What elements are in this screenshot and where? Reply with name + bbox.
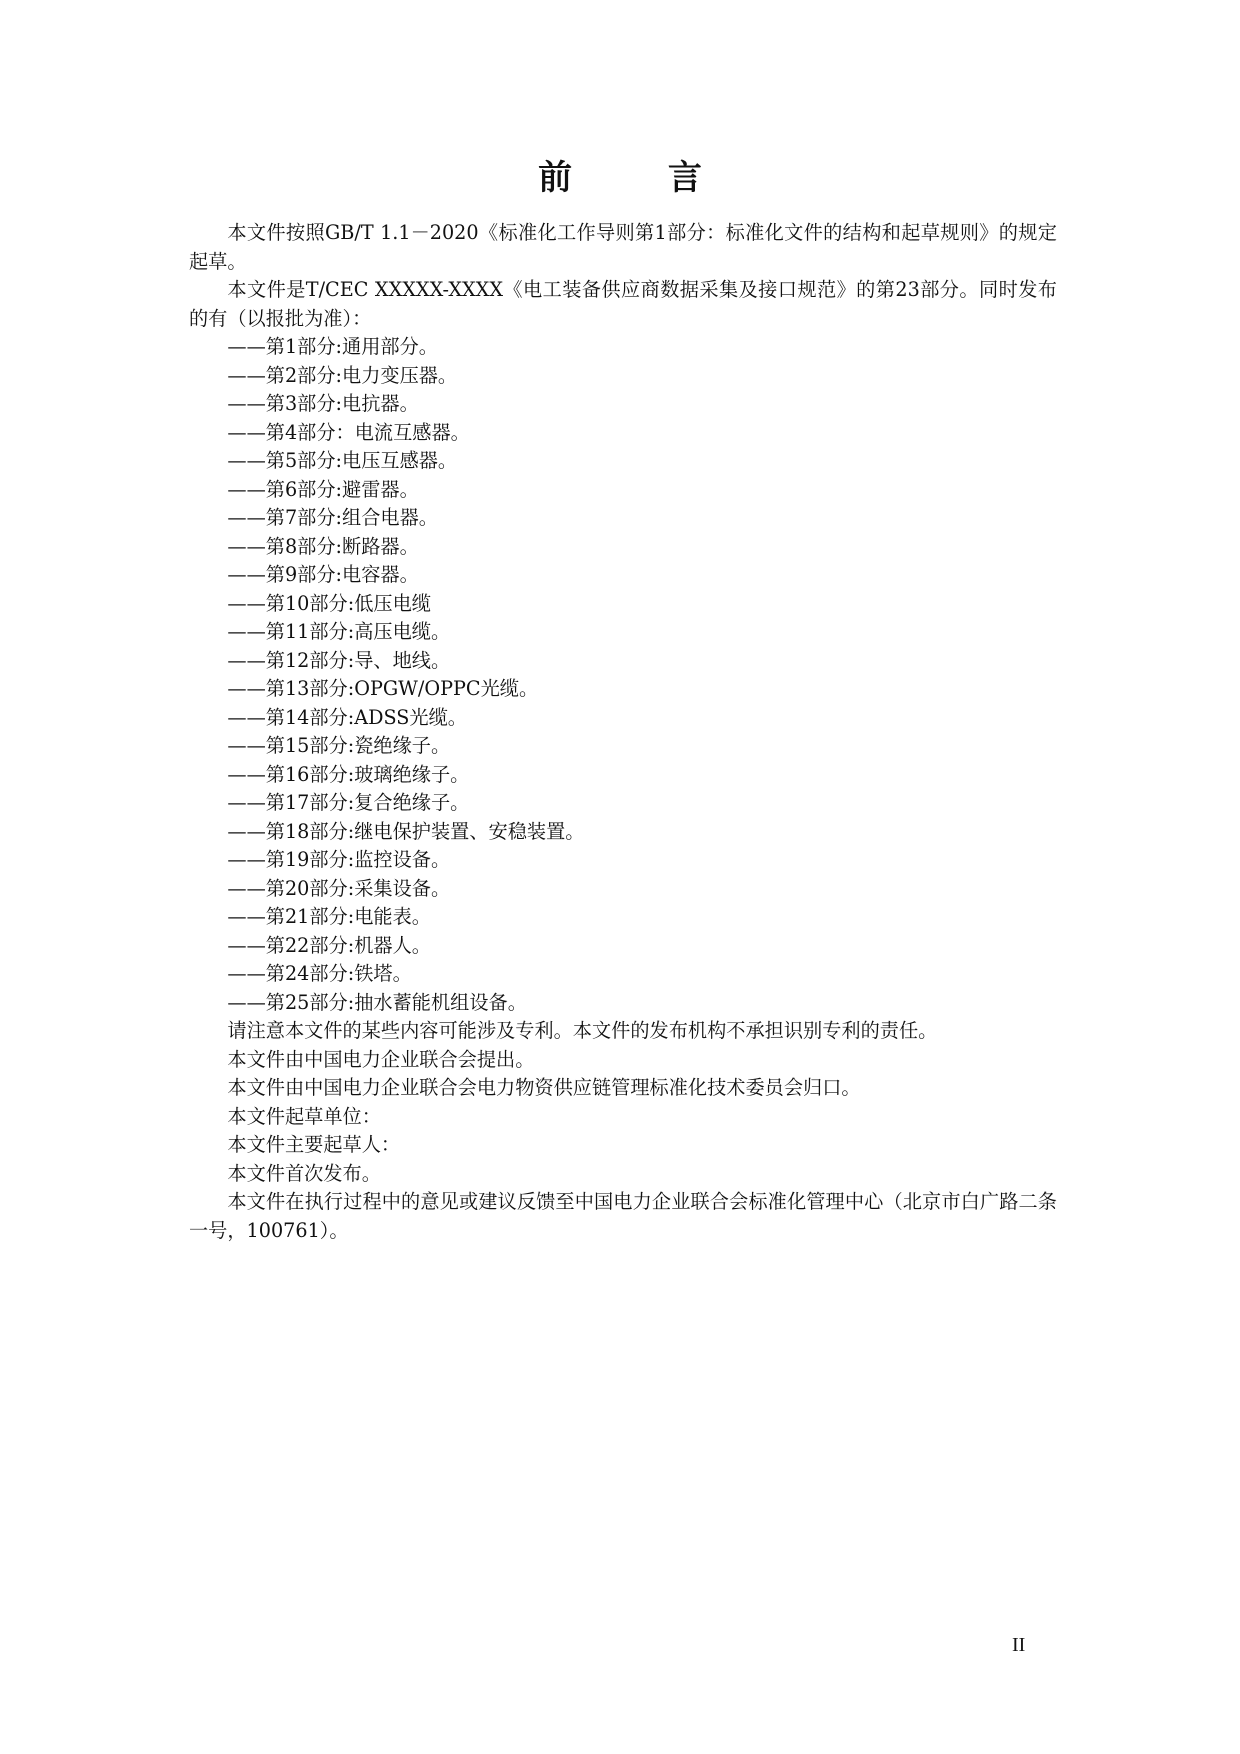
list-item: ——第18部分:继电保护装置、安稳装置。 (227, 819, 585, 843)
paragraph-patent-notice: 请注意本文件的某些内容可能涉及专利。本文件的发布机构不承担识别专利的责任。 (227, 1019, 938, 1042)
list-item: ——第20部分:采集设备。 (227, 876, 451, 900)
page-title: 前 言 (538, 158, 744, 198)
list-item: ——第15部分:瓷绝缘子。 (227, 734, 451, 757)
list-item: ——第4部分：电流互感器。 (227, 420, 470, 444)
page-number: II (1012, 1634, 1026, 1656)
list-item: ——第1部分:通用部分。 (227, 335, 438, 358)
list-item: ——第24部分:铁塔。 (227, 962, 412, 985)
list-item: ——第25部分:抽水蓄能机组设备。 (227, 990, 527, 1014)
paragraph-drafting-rules: 本文件按照GB/T 1.1－2020《标准化工作导则第1部分：标准化文件的结构和起草规则》的规定起草。 (189, 221, 1057, 273)
list-item: ——第11部分:高压电缆。 (227, 620, 451, 643)
list-item: ——第13部分:OPGW/OPPC光缆。 (227, 677, 539, 700)
list-item: ——第22部分:机器人。 (227, 933, 431, 957)
paragraph-committee: 本文件由中国电力企业联合会电力物资供应链管理标准化技术委员会归口。 (227, 1076, 861, 1099)
paragraph-series-info: 本文件是T/CEC XXXXX-XXXX《电工装备供应商数据采集及接口规范》的第23部分。同时发布的有（以报批为准）： (189, 278, 1057, 330)
paragraph-first-release: 本文件首次发布。 (227, 1161, 381, 1185)
list-item: ——第5部分:电压互感器。 (227, 449, 458, 472)
list-item: ——第17部分:复合绝缘子。 (227, 791, 470, 814)
parts-list (189, 333, 1057, 1017)
paragraph-drafting-units: 本文件起草单位： (227, 1104, 381, 1128)
list-item: ——第16部分:玻璃绝缘子。 (227, 762, 470, 786)
foreword-body (189, 219, 1057, 1245)
paragraph-proposer: 本文件由中国电力企业联合会提出。 (227, 1047, 535, 1071)
list-item: ——第9部分:电容器。 (227, 563, 419, 586)
list-item: ——第21部分:电能表。 (227, 905, 431, 928)
list-item: ——第14部分:ADSS光缆。 (227, 705, 467, 729)
list-item: ——第7部分:组合电器。 (227, 506, 438, 529)
list-item: ——第3部分:电抗器。 (227, 392, 419, 415)
list-item: ——第6部分:避雷器。 (227, 477, 419, 501)
list-item: ——第2部分:电力变压器。 (227, 363, 458, 387)
paragraph-feedback: 本文件在执行过程中的意见或建议反馈至中国电力企业联合会标准化管理中心（北京市白广路二条一号，100761）。 (189, 1190, 1057, 1242)
list-item: ——第12部分:导、地线。 (227, 648, 451, 672)
list-item: ——第8部分:断路器。 (227, 534, 419, 558)
paragraph-main-drafters: 本文件主要起草人： (227, 1133, 401, 1156)
list-item: ——第19部分:监控设备。 (227, 848, 451, 871)
list-item: ——第10部分:低压电缆 (227, 591, 431, 615)
